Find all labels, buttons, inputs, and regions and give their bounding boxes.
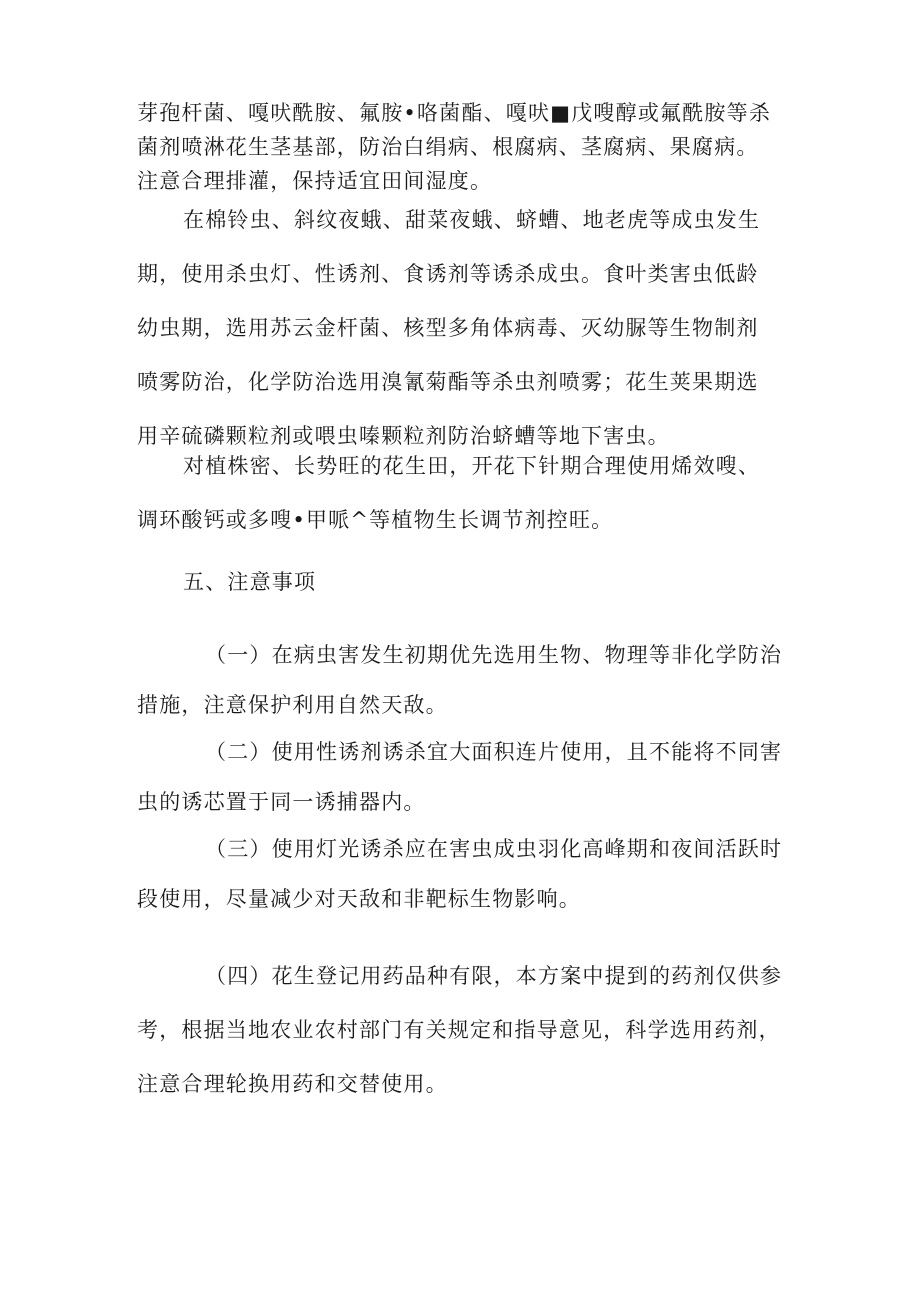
note-item-4 <box>137 949 797 1111</box>
note-item-2 <box>137 727 797 827</box>
section-heading <box>137 564 797 600</box>
text-line: 用辛硫磷颗粒剂或喂虫嗪颗粒剂防治蛴螬等地下害虫。 <box>137 424 670 448</box>
text-line: 注意合理排灌，保持适宜田间湿度。 <box>137 169 493 193</box>
text-line: 措施，注意保护利用自然天敌。 <box>137 693 448 717</box>
text-line: （二）使用性诱剂诱杀宜大面积连片使用，且不能将不同害 <box>205 740 783 764</box>
note-item-3 <box>137 824 797 924</box>
text-line: 喷雾防治，化学防治选用溴氰菊酯等杀虫剂喷雾；花生荚果期选 <box>137 370 759 394</box>
note-item-1 <box>137 630 797 730</box>
text-line: 菌剂喷淋花生茎基部，防治白绢病、根腐病、茎腐病、果腐病。 <box>137 135 759 159</box>
paragraph-insect-control <box>137 193 797 463</box>
text-line: （一）在病虫害发生初期优先选用生物、物理等非化学防治 <box>205 643 783 667</box>
text-line: 芽孢杆菌、嘎吠酰胺、氟胺•咯菌酯、嘎吠■戊嗖醇或氟酰胺等杀 <box>137 101 772 125</box>
text-line: （四）花生登记用药品种有限，本方案中提到的药剂仅供参 <box>205 964 783 988</box>
text-line: 虫的诱芯置于同一诱捕器内。 <box>137 790 426 814</box>
text-line: 段使用，尽量减少对天敌和非靶标生物影响。 <box>137 887 581 911</box>
text-line: 在棉铃虫、斜纹夜蛾、甜菜夜蛾、蛴螬、地老虎等成虫发生 <box>183 208 761 232</box>
text-line: 考，根据当地农业农村部门有关规定和指导意见，科学选用药剂， <box>137 1018 781 1042</box>
text-line: 调环酸钙或多嗖•甲哌^等植物生长调节剂控旺。 <box>137 508 614 532</box>
text-line: 对植株密、长势旺的花生田，开花下针期合理使用烯效嗖、 <box>183 454 761 478</box>
paragraph-fungicide <box>137 96 797 198</box>
text-line: 幼虫期，选用苏云金杆菌、核型多角体病毒、灭幼脲等生物制剂 <box>137 316 759 340</box>
text-line: 期，使用杀虫灯、性诱剂、食诱剂等诱杀成虫。食叶类害虫低龄 <box>137 262 759 286</box>
text-line: 注意合理轮换用药和交替使用。 <box>137 1072 448 1096</box>
paragraph-growth-control <box>137 439 797 547</box>
heading-text: 五、注意事项 <box>183 570 317 594</box>
text-line: （三）使用灯光诱杀应在害虫成虫羽化高峰期和夜间活跃时 <box>205 837 783 861</box>
